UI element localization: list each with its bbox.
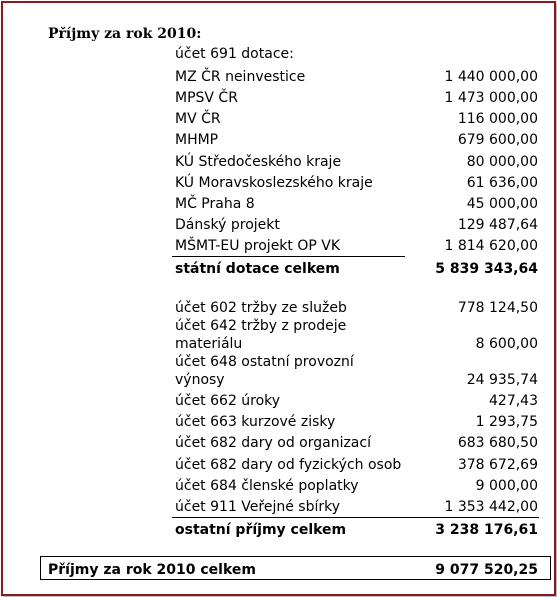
item-label: účet 642 tržby z prodeje: [175, 318, 347, 334]
item-value: 116 000,00: [457, 111, 538, 127]
item-label: účet 682 dary od fyzických osob: [175, 457, 402, 473]
item-value: 378 672,69: [457, 457, 538, 473]
item-value: 1 353 442,00: [444, 499, 538, 515]
item-label: Dánský projekt: [175, 217, 280, 233]
item-label: MV ČR: [175, 111, 221, 127]
item-label: účet 602 tržby ze služeb: [175, 300, 347, 316]
subsidy-total-label: státní dotace celkem: [175, 261, 340, 277]
item-value: 679 600,00: [457, 132, 538, 148]
other-total-label: ostatní příjmy celkem: [175, 522, 347, 538]
grand-total-value: 9 077 520,25: [435, 562, 538, 578]
subsidy-total-value: 5 839 343,64: [435, 261, 538, 277]
item-label: KÚ Středočeského kraje: [175, 154, 342, 170]
other-income-divider: [172, 517, 539, 518]
item-value: 683 680,50: [457, 435, 538, 451]
grand-total-label: Příjmy za rok 2010 celkem: [48, 562, 256, 578]
item-label: účet 662 úroky: [175, 393, 281, 409]
item-value: 778 124,50: [457, 300, 538, 316]
page-title: Příjmy za rok 2010:: [48, 26, 202, 42]
item-value: 24 935,74: [466, 372, 538, 388]
item-label: účet 682 dary od organizací: [175, 435, 371, 451]
item-value: 80 000,00: [466, 154, 538, 170]
item-label: MHMP: [175, 132, 219, 148]
item-label: účet 684 členské poplatky: [175, 478, 359, 494]
item-value: 45 000,00: [466, 196, 538, 212]
item-value: 1 293,75: [475, 414, 538, 430]
item-value: 9 000,00: [475, 478, 538, 494]
item-value: 61 636,00: [466, 175, 538, 191]
item-value: 129 487,64: [457, 217, 538, 233]
item-label-continued: výnosy: [175, 372, 225, 388]
item-label: MZ ČR neinvestice: [175, 69, 306, 85]
item-label: účet 663 kurzové zisky: [175, 414, 336, 430]
item-value: 8 600,00: [475, 336, 538, 352]
item-label: MPSV ČR: [175, 90, 238, 106]
item-label: KÚ Moravskoslezského kraje: [175, 175, 373, 191]
item-label: MŠMT-EU projekt OP VK: [175, 238, 341, 254]
item-label: účet 648 ostatní provozní: [175, 354, 354, 370]
item-value: 427,43: [489, 393, 538, 409]
item-value: 1 473 000,00: [444, 90, 538, 106]
other-total-value: 3 238 176,61: [435, 522, 538, 538]
item-label-continued: materiálu: [175, 336, 243, 352]
item-value: 1 814 620,00: [444, 238, 538, 254]
item-value: 1 440 000,00: [444, 69, 538, 85]
subsidy-account-label: účet 691 dotace:: [175, 46, 294, 62]
subsidy-divider: [172, 256, 405, 257]
item-label: MČ Praha 8: [175, 196, 255, 212]
item-label: účet 911 Veřejné sbírky: [175, 499, 341, 515]
